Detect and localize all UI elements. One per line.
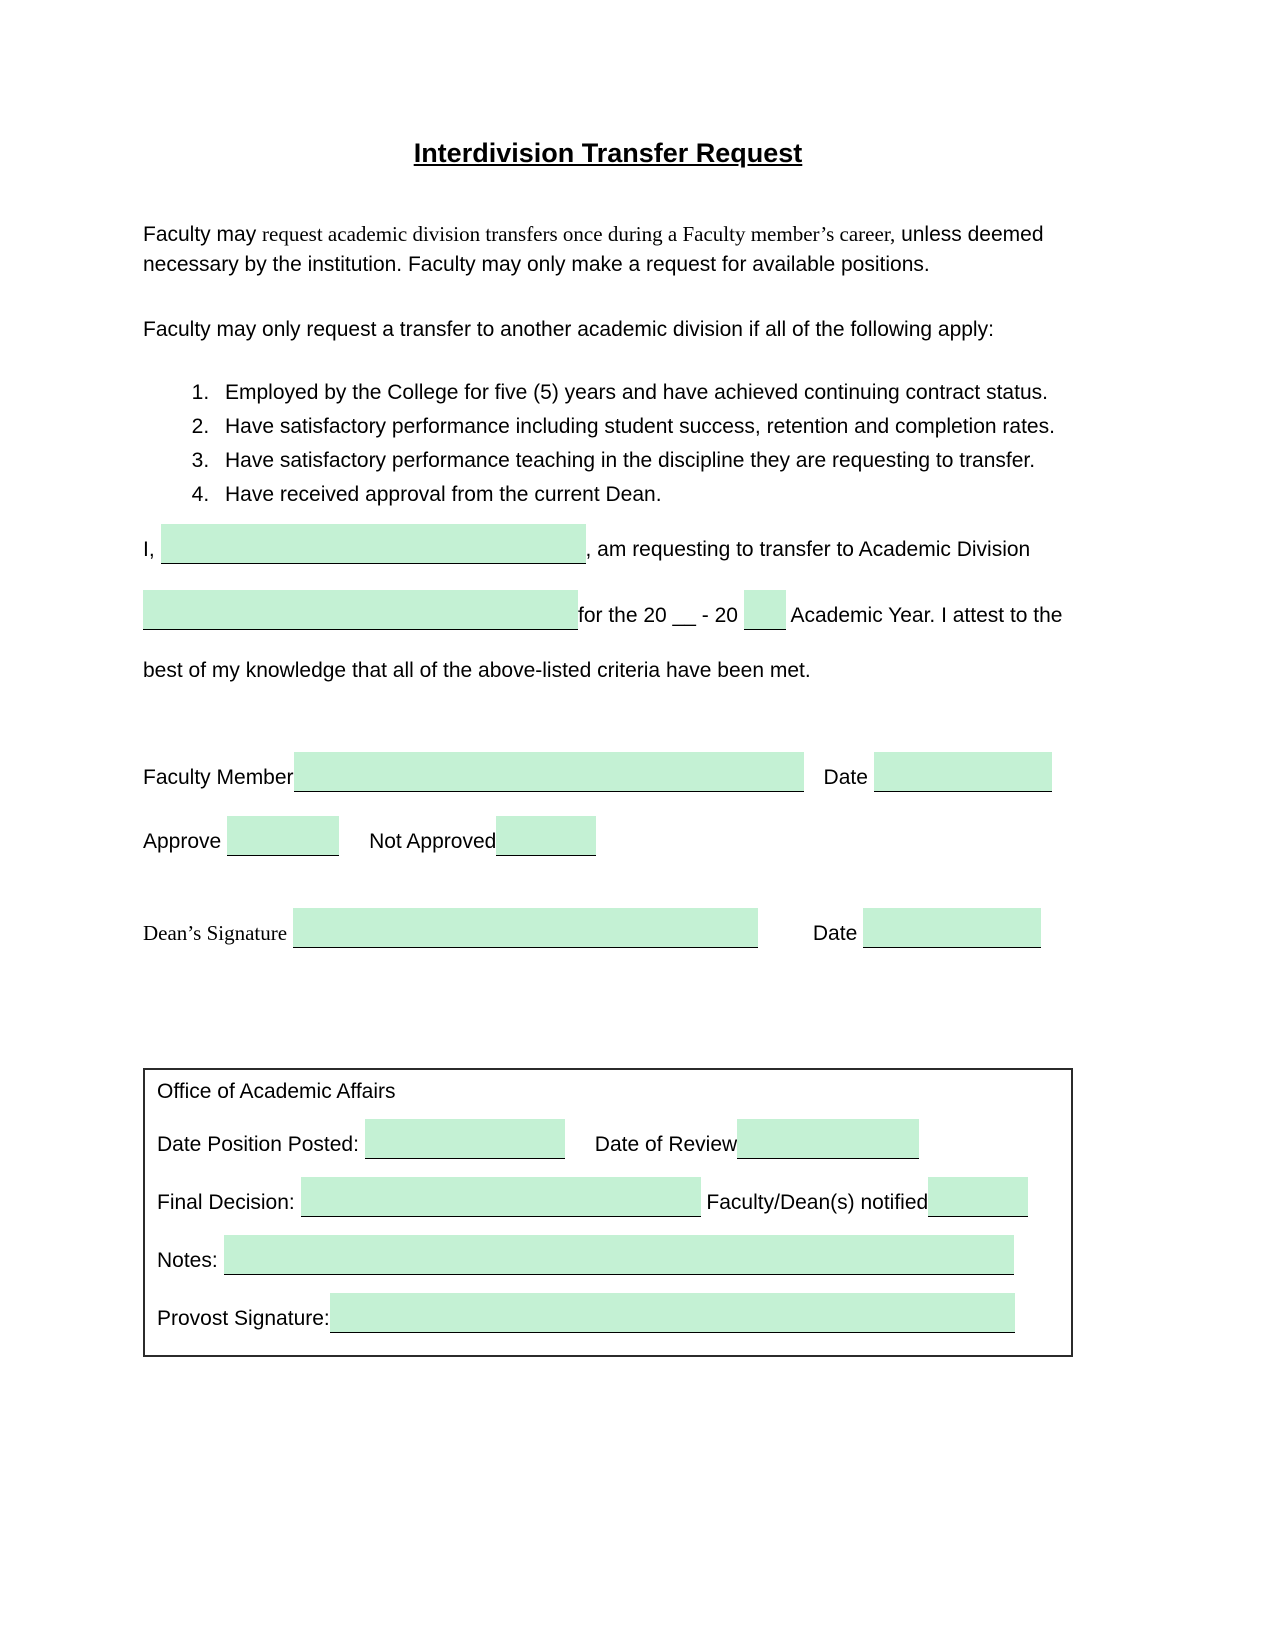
eligibility-paragraph: Faculty may only request a transfer to another academic division if all of the following apply: (143, 317, 994, 341)
not-approved-label: Not Approved (369, 829, 497, 853)
statement-line2-suffix: Academic Year. I attest to the (790, 604, 1063, 628)
final-decision-field[interactable] (301, 1177, 701, 1217)
final-decision-label: Final Decision: (157, 1190, 295, 1214)
criteria-item-4: 4. Have received approval from the current Dean. (215, 481, 1073, 510)
faculty-date-field[interactable] (874, 752, 1052, 792)
approve-label: Approve (143, 829, 222, 853)
not-approved-field[interactable] (496, 816, 596, 856)
criteria-list (143, 379, 1073, 510)
dean-date-label: Date (812, 921, 858, 945)
date-position-posted-field[interactable] (365, 1119, 565, 1159)
final-decision-row (157, 1177, 1055, 1225)
provost-signature-label: Provost Signature: (157, 1306, 330, 1330)
criteria-item-2: 2. Have satisfactory performance including student success, retention and completion rates. (215, 413, 1073, 442)
page-title: Interdivision Transfer Request (413, 138, 803, 168)
statement-line1-suffix: , am requesting to transfer to Academic Division (585, 538, 1031, 562)
intro-paragraph (143, 219, 1073, 281)
criteria-item-1: 1. Employed by the College for five (5) years and have achieved continuing contract status. (215, 379, 1073, 408)
academic-division-field[interactable] (143, 590, 578, 630)
faculty-member-signature-field[interactable] (294, 752, 804, 792)
statement-line1-prefix: I, (143, 538, 155, 562)
approve-field[interactable] (227, 816, 339, 856)
signature-section (143, 752, 1073, 956)
intro-paragraph-end: unless deemed necessary by the institution. Faculty may only make a request for available positions. (143, 223, 1044, 277)
academic-year-field[interactable] (744, 590, 786, 630)
faculty-name-field[interactable] (161, 524, 586, 564)
date-posted-row (157, 1119, 1055, 1167)
notes-label: Notes: (157, 1248, 218, 1272)
date-of-review-field[interactable] (737, 1119, 919, 1159)
statement-line-2 (143, 590, 1073, 636)
provost-signature-field[interactable] (330, 1293, 1015, 1333)
notes-row (157, 1235, 1055, 1283)
faculty-date-label: Date (823, 765, 868, 789)
date-position-posted-label: Date Position Posted: (157, 1132, 359, 1156)
statement-line-3: best of my knowledge that all of the above-listed criteria have been met. (143, 659, 811, 683)
faculty-member-row (143, 752, 1073, 800)
intro-paragraph-serif: request academic division transfers once during a Faculty member’s career, (262, 222, 896, 246)
faculty-notified-label: Faculty/Dean(s) notified (706, 1190, 929, 1214)
request-statement (143, 524, 1073, 685)
approval-row (143, 816, 1073, 864)
provost-signature-row (157, 1293, 1055, 1341)
date-of-review-label: Date of Review (594, 1132, 738, 1156)
dean-signature-field[interactable] (293, 908, 758, 948)
dean-date-field[interactable] (863, 908, 1041, 948)
statement-line-1 (143, 524, 1073, 570)
office-of-academic-affairs-box (143, 1068, 1073, 1357)
intro-paragraph-start: Faculty may (143, 223, 263, 246)
notes-field[interactable] (224, 1235, 1014, 1275)
criteria-item-3: 3. Have satisfactory performance teaching in the discipline they are requesting to transfer. (215, 447, 1073, 476)
statement-line2-mid: for the 20 __ - 20 (578, 604, 738, 628)
dean-signature-label: Dean’s Signature (143, 920, 288, 945)
faculty-member-label: Faculty Member (143, 765, 294, 789)
faculty-notified-field[interactable] (928, 1177, 1028, 1217)
office-box-heading: Office of Academic Affairs (157, 1079, 396, 1103)
dean-signature-row (143, 908, 1073, 956)
